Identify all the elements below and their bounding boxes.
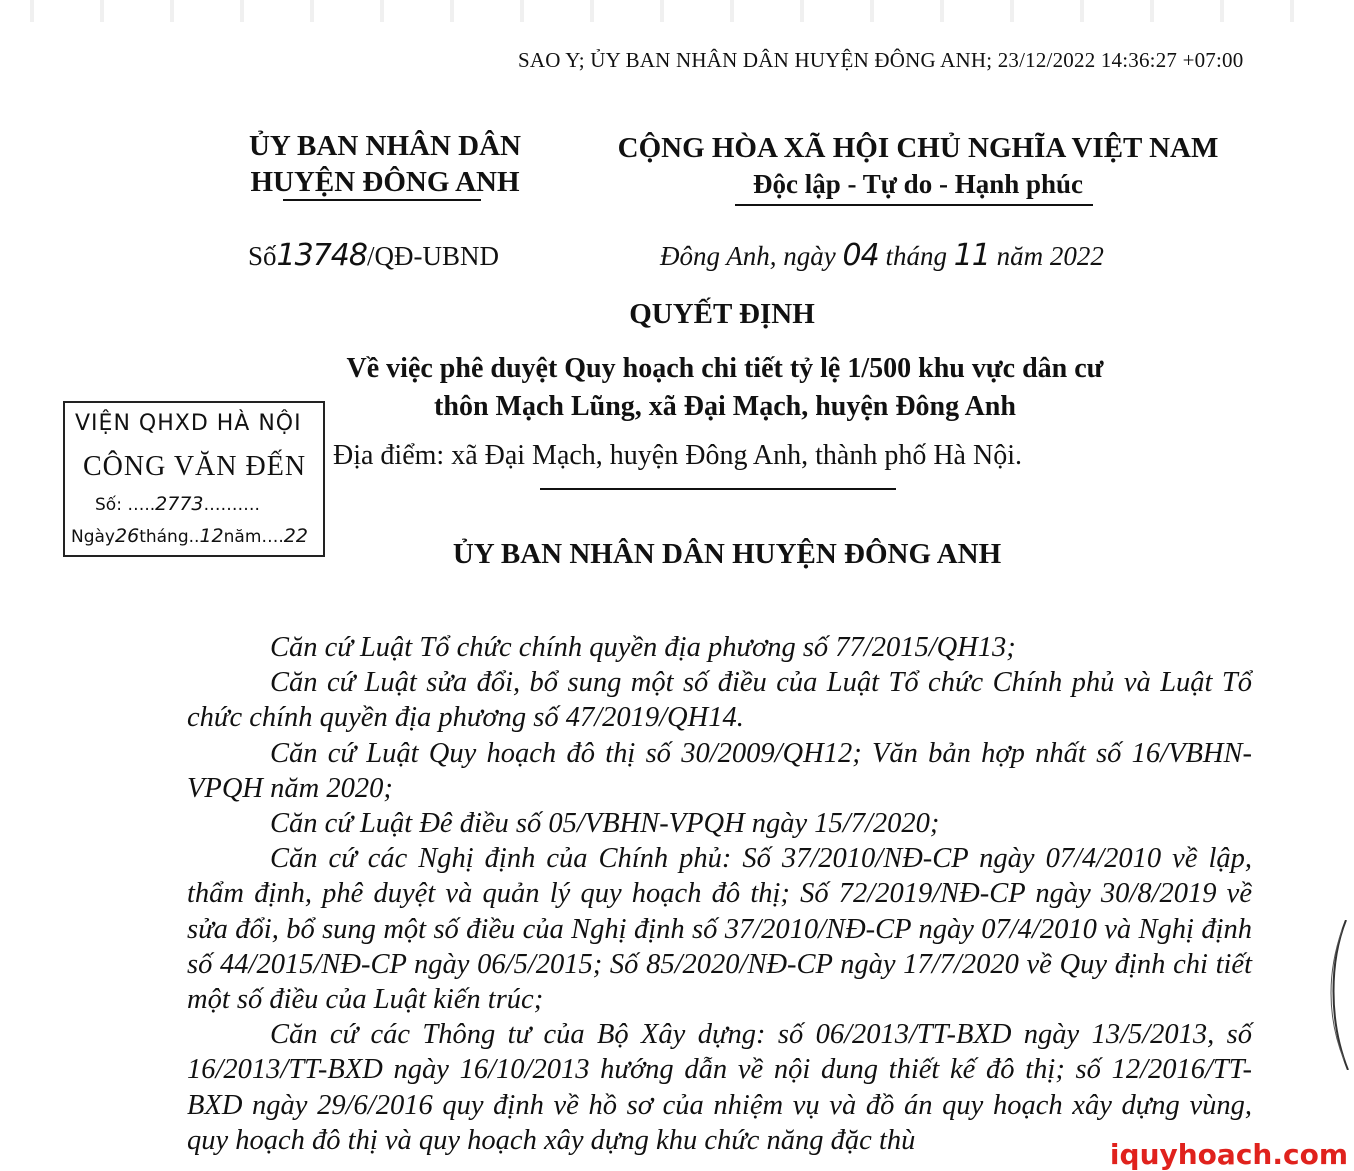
digital-copy-line: SAO Y; ỦY BAN NHÂN DÂN HUYỆN ĐÔNG ANH; 23/12/2022 14:36:27 +07:00 xyxy=(518,48,1244,72)
page-edge-seal-fragment xyxy=(1320,920,1350,1070)
incoming-document-stamp xyxy=(63,401,325,557)
authority-line-2: HUYỆN ĐÔNG ANH xyxy=(250,166,520,198)
stamp-month-label: tháng xyxy=(139,527,189,547)
site-watermark: iquyhoach.com xyxy=(1109,1138,1348,1171)
date-month: 11 xyxy=(953,238,990,273)
legal-basis-body xyxy=(187,630,1252,1158)
location-underline xyxy=(540,488,896,490)
scan-noise xyxy=(0,0,1354,22)
authority-heading: ỦY BAN NHÂN DÂN HUYỆN ĐÔNG ANH xyxy=(452,538,1002,570)
doc-number-suffix: /QĐ-UBND xyxy=(366,241,499,271)
authority-line-1: ỦY BAN NHÂN DÂN xyxy=(248,130,521,162)
national-title: CỘNG HÒA XÃ HỘI CHỦ NGHĨA VIỆT NAM xyxy=(617,132,1219,164)
motto-underline xyxy=(735,204,1093,206)
stamp-date: Ngày26tháng..12năm….22 xyxy=(71,525,308,547)
stamp-number: Số: …..2773………. xyxy=(95,493,260,515)
subject-line-2: thôn Mạch Lũng, xã Đại Mạch, huyện Đông Anh xyxy=(434,391,1016,422)
doc-number-prefix: Số xyxy=(248,241,277,271)
document-number xyxy=(248,238,499,273)
subject-line-1: Về việc phê duyệt Quy hoạch chi tiết tỷ lệ 1/500 khu vực dân cư xyxy=(346,353,1104,384)
issuing-authority-header xyxy=(235,128,535,200)
stamp-number-value: 2773 xyxy=(155,493,204,515)
stamp-org: VIỆN QHXD HÀ NỘI xyxy=(75,411,302,436)
date-day: 04 xyxy=(842,238,879,273)
stamp-date-prefix: Ngày xyxy=(71,527,115,547)
legal-basis-paragraph: Căn cứ Luật Đê điều số 05/VBHN-VPQH ngày 15/7/2020; xyxy=(270,808,940,840)
date-month-word: tháng xyxy=(885,241,947,271)
issue-date-line xyxy=(660,238,1104,273)
decision-title: QUYẾT ĐỊNH xyxy=(629,298,815,330)
national-header xyxy=(598,130,1238,202)
legal-basis-paragraph: Căn cứ Luật Tổ chức chính quyền địa phương số 77/2015/QH13; xyxy=(270,632,1016,663)
legal-basis-paragraph: Căn cứ Luật sửa đổi, bổ sung một số điều của Luật Tổ chức Chính phủ và Luật Tổ chức chính quyền địa phương số 47/2019/QH14. xyxy=(187,667,1252,734)
legal-basis-paragraph: Căn cứ các Nghị định của Chính phủ: Số 37/2010/NĐ-CP ngày 07/4/2010 về lập, thẩm định, phê duyệt và quản lý quy hoạch đô thị; Số 72/2019/NĐ-CP ngày 30/8/2019 về sửa đổi, bổ sung một số điều của Nghị định số 37/2010/NĐ-CP ngày 07/4/2010 và Nghị định số 44/2015/NĐ-CP ngày 06/5/2015; Số 85/2020/NĐ-CP ngày 17/7/2020 về Quy định chi tiết một số điều của Luật kiến trúc; xyxy=(187,843,1252,1016)
location-line: Địa điểm: xã Đại Mạch, huyện Đông Anh, thành phố Hà Nội. xyxy=(333,440,1022,471)
stamp-title: CÔNG VĂN ĐẾN xyxy=(83,451,307,482)
doc-number-handwritten: 13748 xyxy=(276,238,367,273)
date-place: Đông Anh, ngày xyxy=(660,241,836,271)
legal-basis-paragraph: Căn cứ Luật Quy hoạch đô thị số 30/2009/QH12; Văn bản hợp nhất số 16/VBHN-VPQH năm 2020; xyxy=(187,737,1252,804)
stamp-number-label: Số: xyxy=(95,495,122,515)
legal-basis-paragraph: Căn cứ các Thông tư của Bộ Xây dựng: số 06/2013/TT-BXD ngày 13/5/2013, số 16/2013/TT-BXD ngày 16/10/2013 hướng dẫn về nội dung thiết kế đô thị; số 12/2016/TT-BXD ngày 29/6/2016 quy định về hồ sơ của nhiệm vụ và đồ án quy hoạch xây dựng vùng, quy hoạch đô thị và quy hoạch xây dựng khu chức năng đặc thù xyxy=(187,1019,1252,1156)
stamp-month: 12 xyxy=(199,525,224,547)
stamp-year: 22 xyxy=(283,525,308,547)
stamp-year-label: năm xyxy=(223,527,262,547)
authority-underline xyxy=(283,199,481,201)
national-motto: Độc lập - Tự do - Hạnh phúc xyxy=(752,169,1084,199)
stamp-day: 26 xyxy=(115,525,140,547)
date-year: năm 2022 xyxy=(996,241,1104,271)
